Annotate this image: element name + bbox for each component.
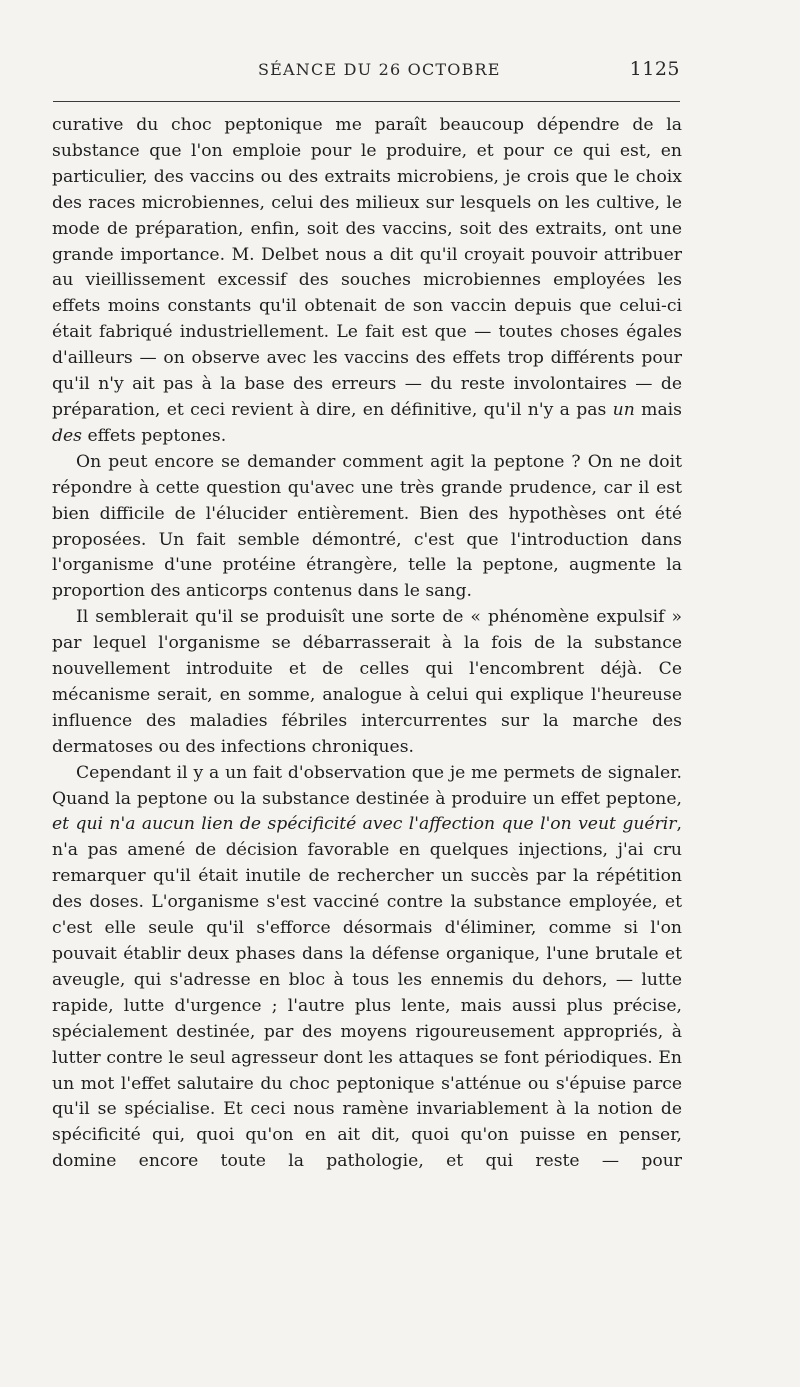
paragraph-3 [52,605,682,760]
paragraph-4 [52,761,682,1176]
running-head: SÉANCE DU 26 OCTOBRE [258,60,501,79]
italic-text: des [52,425,82,446]
paragraph-text: On peut encore se demander comment agit la peptone ? On ne doit répondre à cette question qu'avec une très grande prudence, car il est bien difficile de l'élucider entièrement. Bien des hypothèses ont été proposées. Un fait semble démontré, c'est que l'introduction dans l'organisme d'une protéine étrangère, telle la peptone, augmente la proportion des anticorps contenus dans le sang. [52,451,682,602]
paragraph-text: mais [634,399,683,420]
paragraph-text: Il semblerait qu'il se produisît une sorte de « phénomène expulsif » par lequel l'organisme se débarrasserait à la fois de la substance nouvellement introduite et de celles qui l'encombrent déjà. Ce mécanisme serait, en somme, analogue à celui qui explique l'heureuse influence des maladies fébriles intercurrentes sur la marche des dermatoses ou des infections chroniques. [52,607,682,757]
italic-text: et qui n'a aucun lien de spécificité avec l'affection que l'on veut guérir [52,814,677,835]
paragraph-text: , n'a pas amené de décision favorable en quelques injections, j'ai cru remarquer qu'il était inutile de rechercher un succès par la répétition des doses. L'organisme s'est vacciné contre la substance employée, et c'est elle seule qu'il s'efforce désormais d'éliminer, comme si l'on pouvait établir deux phases dans la défense organique, l'une brutale et aveugle, qui s'adresse en bloc à tous les ennemis du dehors, — lutte rapide, lutte d'urgence ; l'autre plus lente, mais aussi plus précise, spécialement destinée, par des moyens rigoureusement appropriés, à lutter contre le seul agresseur dont les attaques se font périodiques. En un mot l'effet salutaire du choc peptonique s'atténue ou s'épuise parce qu'il se spécialise. Et ceci nous ramène invariablement à la notion de spécificité qui, quoi qu'on en ait dit, quoi qu'on puisse en penser, domine encore toute la pathologie, et qui reste — pour [52,814,682,1172]
page-number: 1125 [629,58,680,80]
paragraph-text: curative du choc peptonique me paraît beaucoup dépendre de la substance que l'on emploie pour le produire, et pour ce qui est, en particulier, des vaccins ou des extraits microbiens, je crois que le choix des races microbiennes, celui des milieux sur lesquels on les cultive, le mode de préparation, enfin, soit des vaccins, soit des extraits, ont une grande importance. M. Delbet nous a dit qu'il croyait pouvoir attribuer au vieillissement excessif des souches microbiennes employées les effets moins constants qu'il obtenait de son vaccin depuis que celui-ci était fabriqué industriellement. Le fait est que — toutes choses égales d'ailleurs — on observe avec les vaccins des effets trop différents pour qu'il n'y ait pas à la base des erreurs — du reste involontaires — de préparation, et ceci revient à dire, en définitive, qu'il n'y a pas [52,115,682,420]
italic-text: un [612,399,635,420]
paragraph-2 [52,450,682,605]
body-text [52,113,682,1175]
paragraph-1 [52,113,682,450]
paragraph-text: effets peptones. [82,425,227,446]
header-rule [53,101,680,102]
page-header [52,58,680,88]
paragraph-text: Cependant il y a un fait d'observation que je me permets de signaler. Quand la peptone ou la substance destinée à produire un effet peptone, [52,762,682,809]
